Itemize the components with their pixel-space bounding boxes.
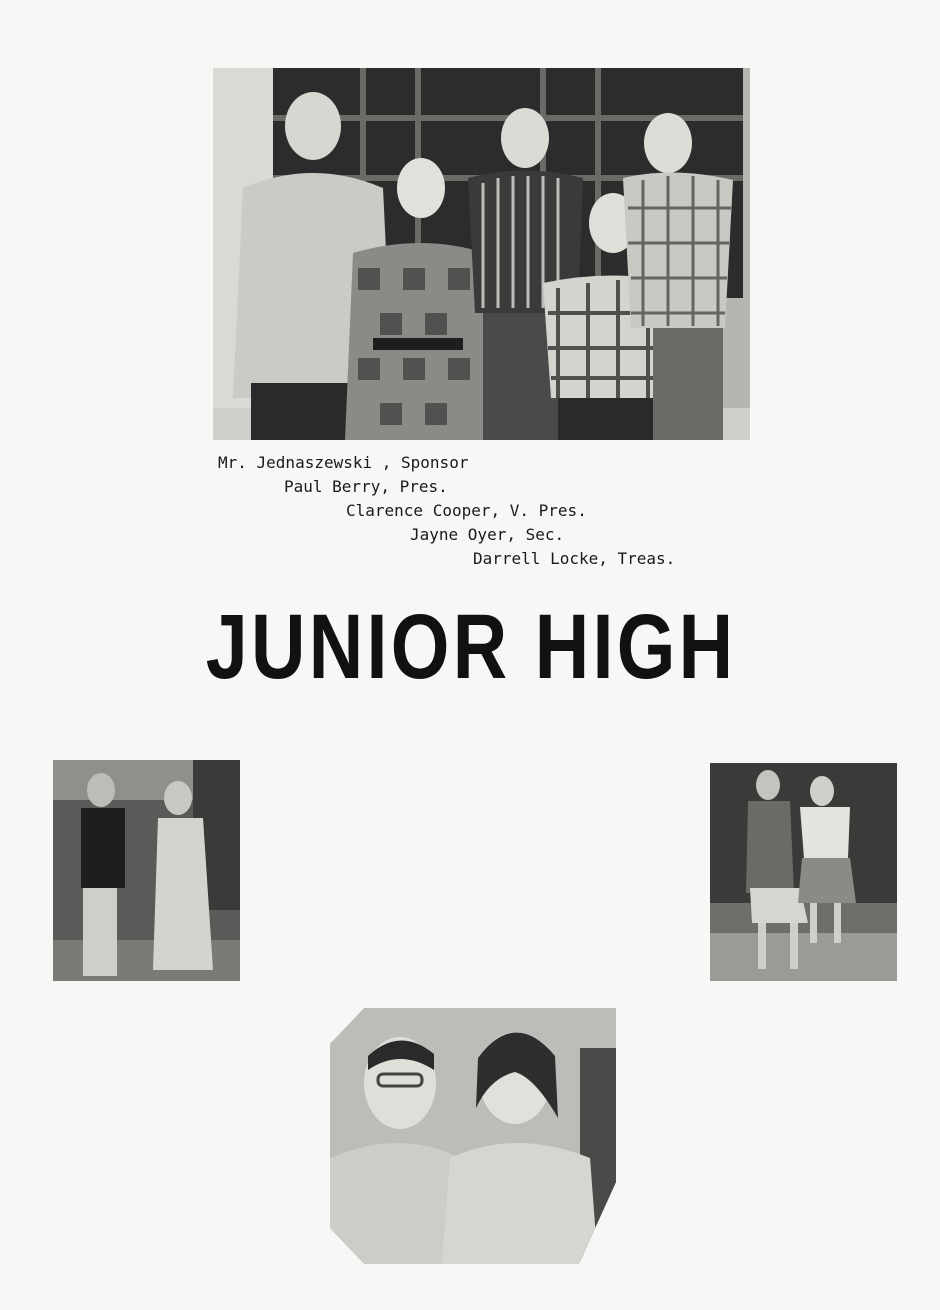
page-title: JUNIOR HIGH xyxy=(205,596,737,698)
right-snapshot-photo xyxy=(710,763,897,981)
right-snapshot-image xyxy=(710,763,897,981)
left-snapshot-photo xyxy=(53,760,240,981)
officers-group-photo xyxy=(213,68,750,440)
caption-sponsor: Mr. Jednaszewski , Sponsor xyxy=(218,453,469,472)
caption-treasurer: Darrell Locke, Treas. xyxy=(473,549,676,568)
caption-vice-president: Clarence Cooper, V. Pres. xyxy=(346,501,587,520)
left-snapshot-image xyxy=(53,760,240,981)
bottom-cutout-photo xyxy=(330,1008,616,1264)
caption-secretary: Jayne Oyer, Sec. xyxy=(410,525,565,544)
bottom-cutout-image xyxy=(330,1008,616,1264)
caption-president: Paul Berry, Pres. xyxy=(284,477,448,496)
officers-group-photo-image xyxy=(213,68,750,440)
